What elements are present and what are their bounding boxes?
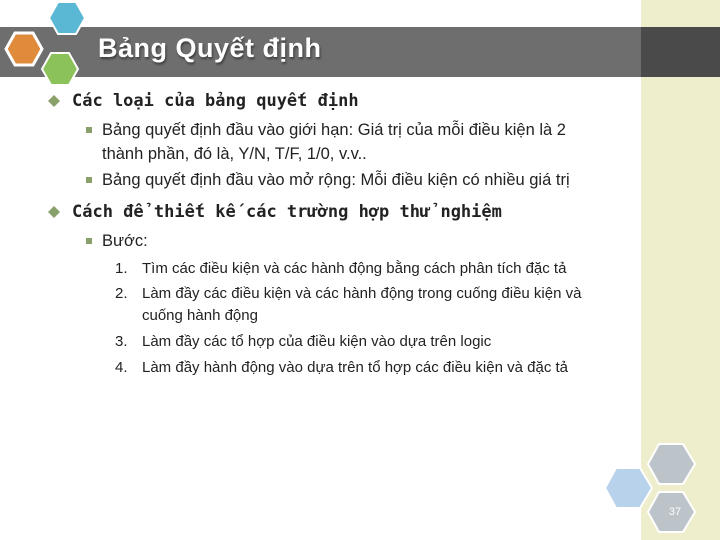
bullet-item: Bảng quyết định đầu vào giới hạn: Giá trị của mỗi điều kiện là 2 [102, 121, 566, 139]
title-bar-accent [641, 27, 720, 77]
step-text-continued: cuống hành động [142, 307, 258, 324]
step-number: 3. [115, 333, 128, 350]
step-number: 1. [115, 260, 128, 277]
square-bullet-icon [86, 238, 92, 244]
hexagon-decoration-icon [600, 440, 700, 540]
step-number: 2. [115, 285, 128, 302]
step-number: 4. [115, 359, 128, 376]
bullet-item: Bước: [102, 232, 148, 250]
bullet-heading-1: Các loại của bảng quyết định [72, 91, 359, 111]
bullet-heading-2: Cách để thiết kế các trường hợp thử nghiệm [72, 202, 502, 222]
step-text: Làm đầy các điều kiện và các hành động trong cuống điều kiện và [142, 285, 582, 302]
step-text: Tìm các điều kiện và các hành động bằng cách phân tích đặc tả [142, 260, 567, 277]
slide-number: 37 [668, 506, 682, 518]
bullet-item: Bảng quyết định đầu vào mở rộng: Mỗi điều kiện có nhiều giá trị [102, 171, 570, 189]
hexagon-logo-icon [0, 0, 100, 90]
bullet-item-continued: thành phần, đó là, Y/N, T/F, 1/0, v.v.. [102, 145, 367, 163]
square-bullet-icon [86, 127, 92, 133]
step-text: Làm đầy hành động vào dựa trên tổ hợp các điều kiện và đặc tả [142, 359, 568, 376]
step-text: Làm đầy các tổ hợp của điều kiện vào dựa trên logic [142, 333, 492, 350]
square-bullet-icon [86, 177, 92, 183]
diamond-bullet-icon [48, 206, 60, 218]
diamond-bullet-icon [48, 95, 60, 107]
slide-title: Bảng Quyết định [98, 33, 322, 63]
